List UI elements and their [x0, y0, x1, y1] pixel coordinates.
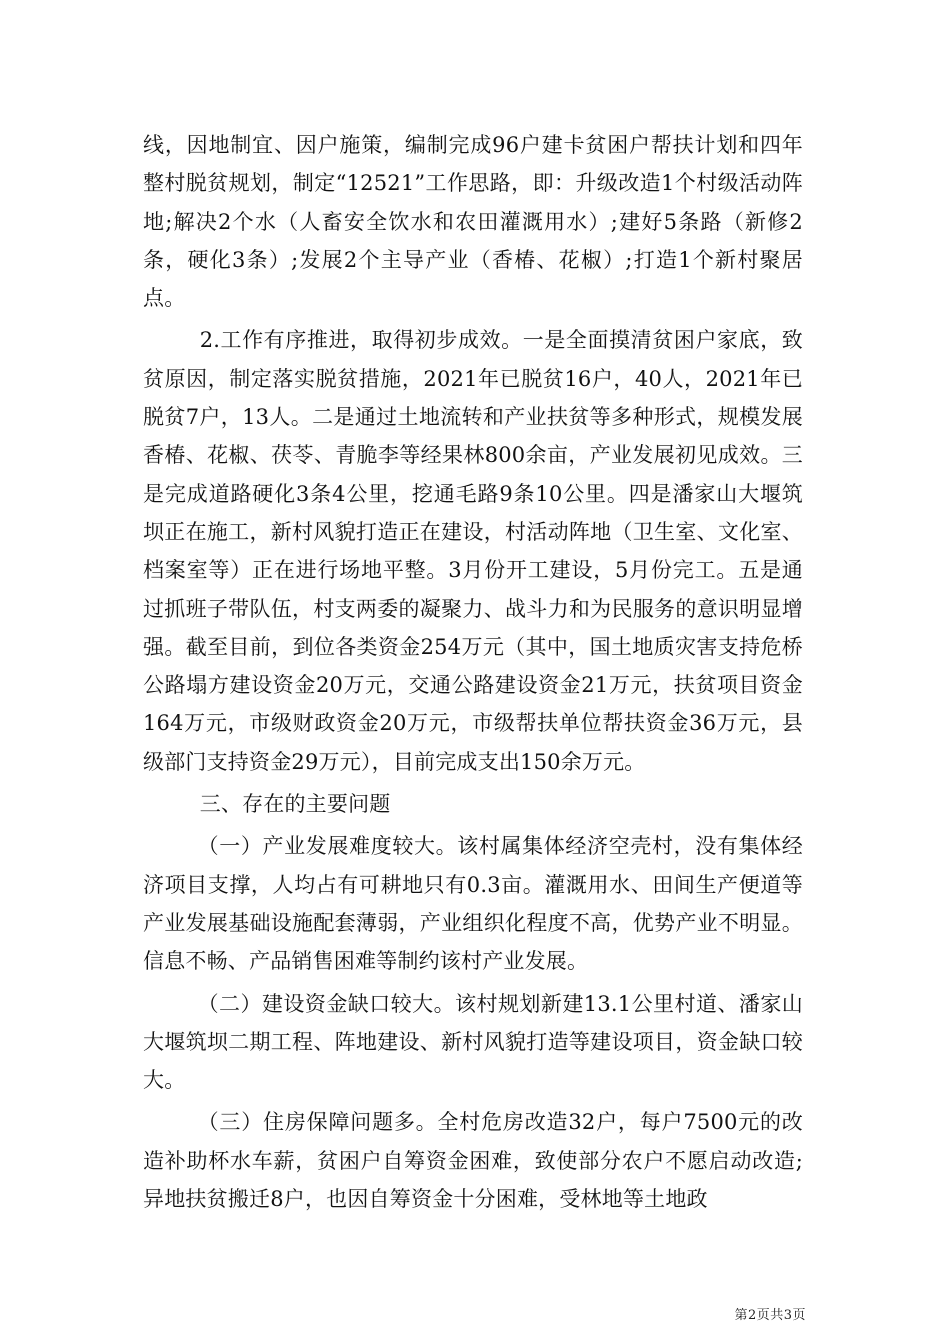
paragraph-progress: 2.工作有序推进，取得初步成效。一是全面摸清贫困户家底，致贫原因，制定落实脱贫措施，2021年已脱贫16户，40人，2021年已脱贫7户，13人。二是通过土地流转和产业扶贫等多种形式，规模发展香椿、花椒、茯苓、青脆李等经果林800余亩，产业发展初见成效。三是完成道路硬化3条4公里，挖通毛路9条10公里。四是潘家山大堰筑坝正在施工，新村风貌打造正在建设，村活动阵地（卫生室、文化室、档案室等）正在进行场地平整。3月份开工建设，5月份完工。五是通过抓班子带队伍，村支两委的凝聚力、战斗力和为民服务的意识明显增强。截至目前，到位各类资金254万元（其中，国土地质灾害支持危桥公路塌方建设资金20万元，交通公路建设资金21万元，扶贫项目资金164万元，市级财政资金20万元，市级帮扶单位帮扶资金36万元，县级部门支持资金29万元），目前完成支出150余万元。 — [143, 328, 803, 774]
page-number-footer: 第2页共3页 — [734, 1308, 806, 1323]
section-heading-problems: 三、存在的主要问题 — [199, 792, 391, 817]
paragraph-problem-housing: （三）住房保障问题多。全村危房改造32户，每户7500元的改造补助杯水车薪，贫困户自筹资金困难，致使部分农户不愿启动改造;异地扶贫搬迁8户，也因自筹资金十分困难，受林地等土地政 — [143, 1110, 803, 1212]
paragraph-problem-funding: （二）建设资金缺口较大。该村规划新建13.1公里村道、潘家山大堰筑坝二期工程、阵地建设、新村风貌打造等建设项目，资金缺口较大。 — [143, 991, 803, 1093]
document-body — [143, 126, 803, 1218]
paragraph-plan: 线，因地制宜、因户施策，编制完成96户建卡贫困户帮扶计划和四年整村脱贫规划，制定“12521”工作思路，即：升级改造1个村级活动阵地;解决2个水（人畜安全饮水和农田灌溉用水）;建好5条路（新修2条，硬化3条）;发展2个主导产业（香椿、花椒）;打造1个新村聚居点。 — [143, 133, 803, 311]
paragraph-problem-industry: （一）产业发展难度较大。该村属集体经济空壳村，没有集体经济项目支撑，人均占有可耕地只有0.3亩。灌溉用水、田间生产便道等产业发展基础设施配套薄弱，产业组织化程度不高，优势产业不明显。信息不畅、产品销售困难等制约该村产业发展。 — [143, 834, 803, 974]
